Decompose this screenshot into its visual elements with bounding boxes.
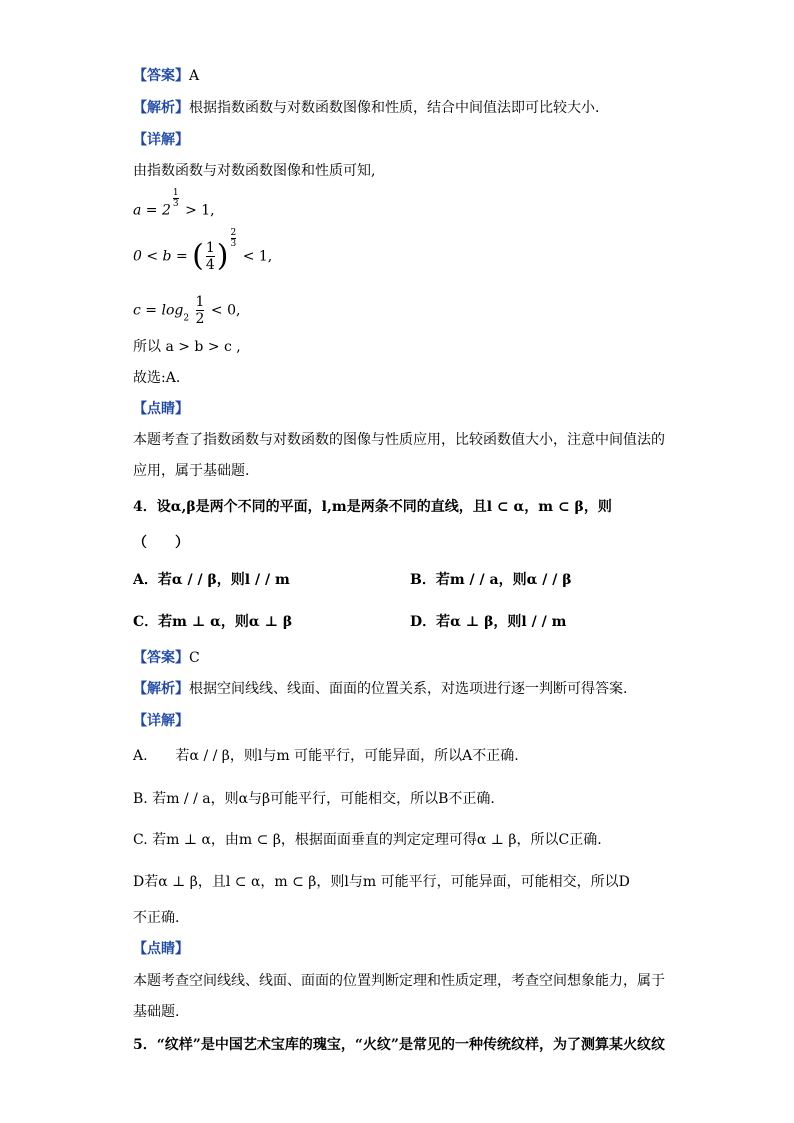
analysis-text: 根据指数函数与对数函数图像和性质，结合中间值法即可比较大小. [189,100,600,116]
eq-a-exp-den: 3 [172,199,179,209]
eq-c-fraction [196,294,205,327]
q4-detail-d1: D若α ⊥ β，且l ⊂ α，m ⊂ β，则l与m 可能平行，可能异面，可能相交，所以D [133,874,630,890]
analysis-tag: 【解析】 [133,681,189,697]
eq-b-frac-den: 4 [205,257,215,273]
q4-detail-d2: 不正确. [133,910,180,926]
detail-tag: 【详解】 [133,132,189,148]
q4-detail-c: C. 若m ⊥ α，由m ⊂ β，根据面面垂直的判定定理可得α ⊥ β，所以C正确. [133,832,602,848]
analysis-text: 根据空间线线、线面、面面的位置关系，对选项进行逐一判断可得答案. [189,681,628,697]
answer-value: A [189,68,200,84]
q4-detail-a: A. 若α / / β，则l与m 可能平行，可能异面，所以A不正确. [133,748,519,764]
q4-option-a: A．若α / / β，则l / / m [133,572,290,588]
eq-a-rhs: > 1, [185,202,215,219]
eq-b-left-paren: ( [192,238,204,274]
q4-analysis-line [133,679,627,699]
q5-stem-line1: 5．“纹样”是中国艺术宝库的瑰宝，“火纹”是常见的一种传统纹样，为了测算某火纹纹 [133,1037,665,1053]
q3-comment-line2: 应用，属于基础题. [133,463,250,479]
q4-option-b: B．若m / / a，则α / / β [410,572,572,588]
answer-tag: 【答案】 [133,650,189,666]
answer-tag: 【答案】 [133,68,189,84]
eq-b-fraction [206,240,215,273]
q3-analysis-line [133,98,599,118]
q4-detail-tag-line [133,711,189,731]
eq-c-base: 2 [183,313,190,324]
eq-a-lhs: a = 2 [133,202,171,219]
q4-detail-b: B. 若m / / a，则α与β可能平行，可能相交，所以B不正确. [133,791,495,807]
eq-a-exponent [173,188,179,209]
q3-detail-tag-line [133,130,189,150]
eq-c-frac-den: 2 [195,311,205,327]
eq-c-lhs: c = log [133,302,184,319]
q4-comment-line1: 本题考查空间线线、线面、面面的位置判断定理和性质定理，考查空间想象能力，属于 [133,973,665,989]
eq-b-lhs: 0 < b = [133,248,188,265]
analysis-tag: 【解析】 [133,100,189,116]
eq-b-rhs: < 1, [242,248,273,265]
eq-b-exp-den: 3 [230,239,237,249]
q3-choice: 故选:A. [133,370,181,386]
q4-option-c: C．若m ⊥ α，则α ⊥ β [133,614,293,630]
eq-b-exponent [231,228,237,249]
q3-detail-intro: 由指数函数与对数函数图像和性质可知, [133,163,376,179]
detail-tag: 【详解】 [133,713,189,729]
eq-c-frac-num: 1 [195,294,205,310]
comment-tag: 【点睛】 [133,401,189,417]
eq-b-right-paren: ) [216,238,229,274]
q3-comment-line1: 本题考查了指数函数与对数函数的图像与性质应用，比较函数值大小，注意中间值法的 [133,432,665,448]
equation-b [133,228,273,280]
eq-b-frac-num: 1 [205,240,215,256]
q3-comment-tag-line [133,399,189,419]
comment-tag: 【点睛】 [133,941,189,957]
q3-answer-line [133,66,199,86]
equation-a [133,188,215,221]
q4-stem-line1: 4．设α,β是两个不同的平面，l,m是两条不同的直线，且l ⊂ α，m ⊂ β，则 [133,499,612,515]
q4-stem-line2: （ ） [133,535,189,551]
eq-b-exp-num: 2 [230,228,237,238]
q3-conclusion: 所以 a > b > c , [133,339,241,355]
answer-value: C [189,650,200,666]
q4-comment-line2: 基础题. [133,1004,180,1020]
equation-c [133,294,240,330]
q4-option-d: D．若α ⊥ β，则l / / m [410,614,567,630]
q4-comment-tag-line [133,939,189,959]
eq-a-exp-num: 1 [172,188,179,198]
eq-c-rhs: < 0, [210,302,241,319]
q4-answer-line [133,648,200,668]
